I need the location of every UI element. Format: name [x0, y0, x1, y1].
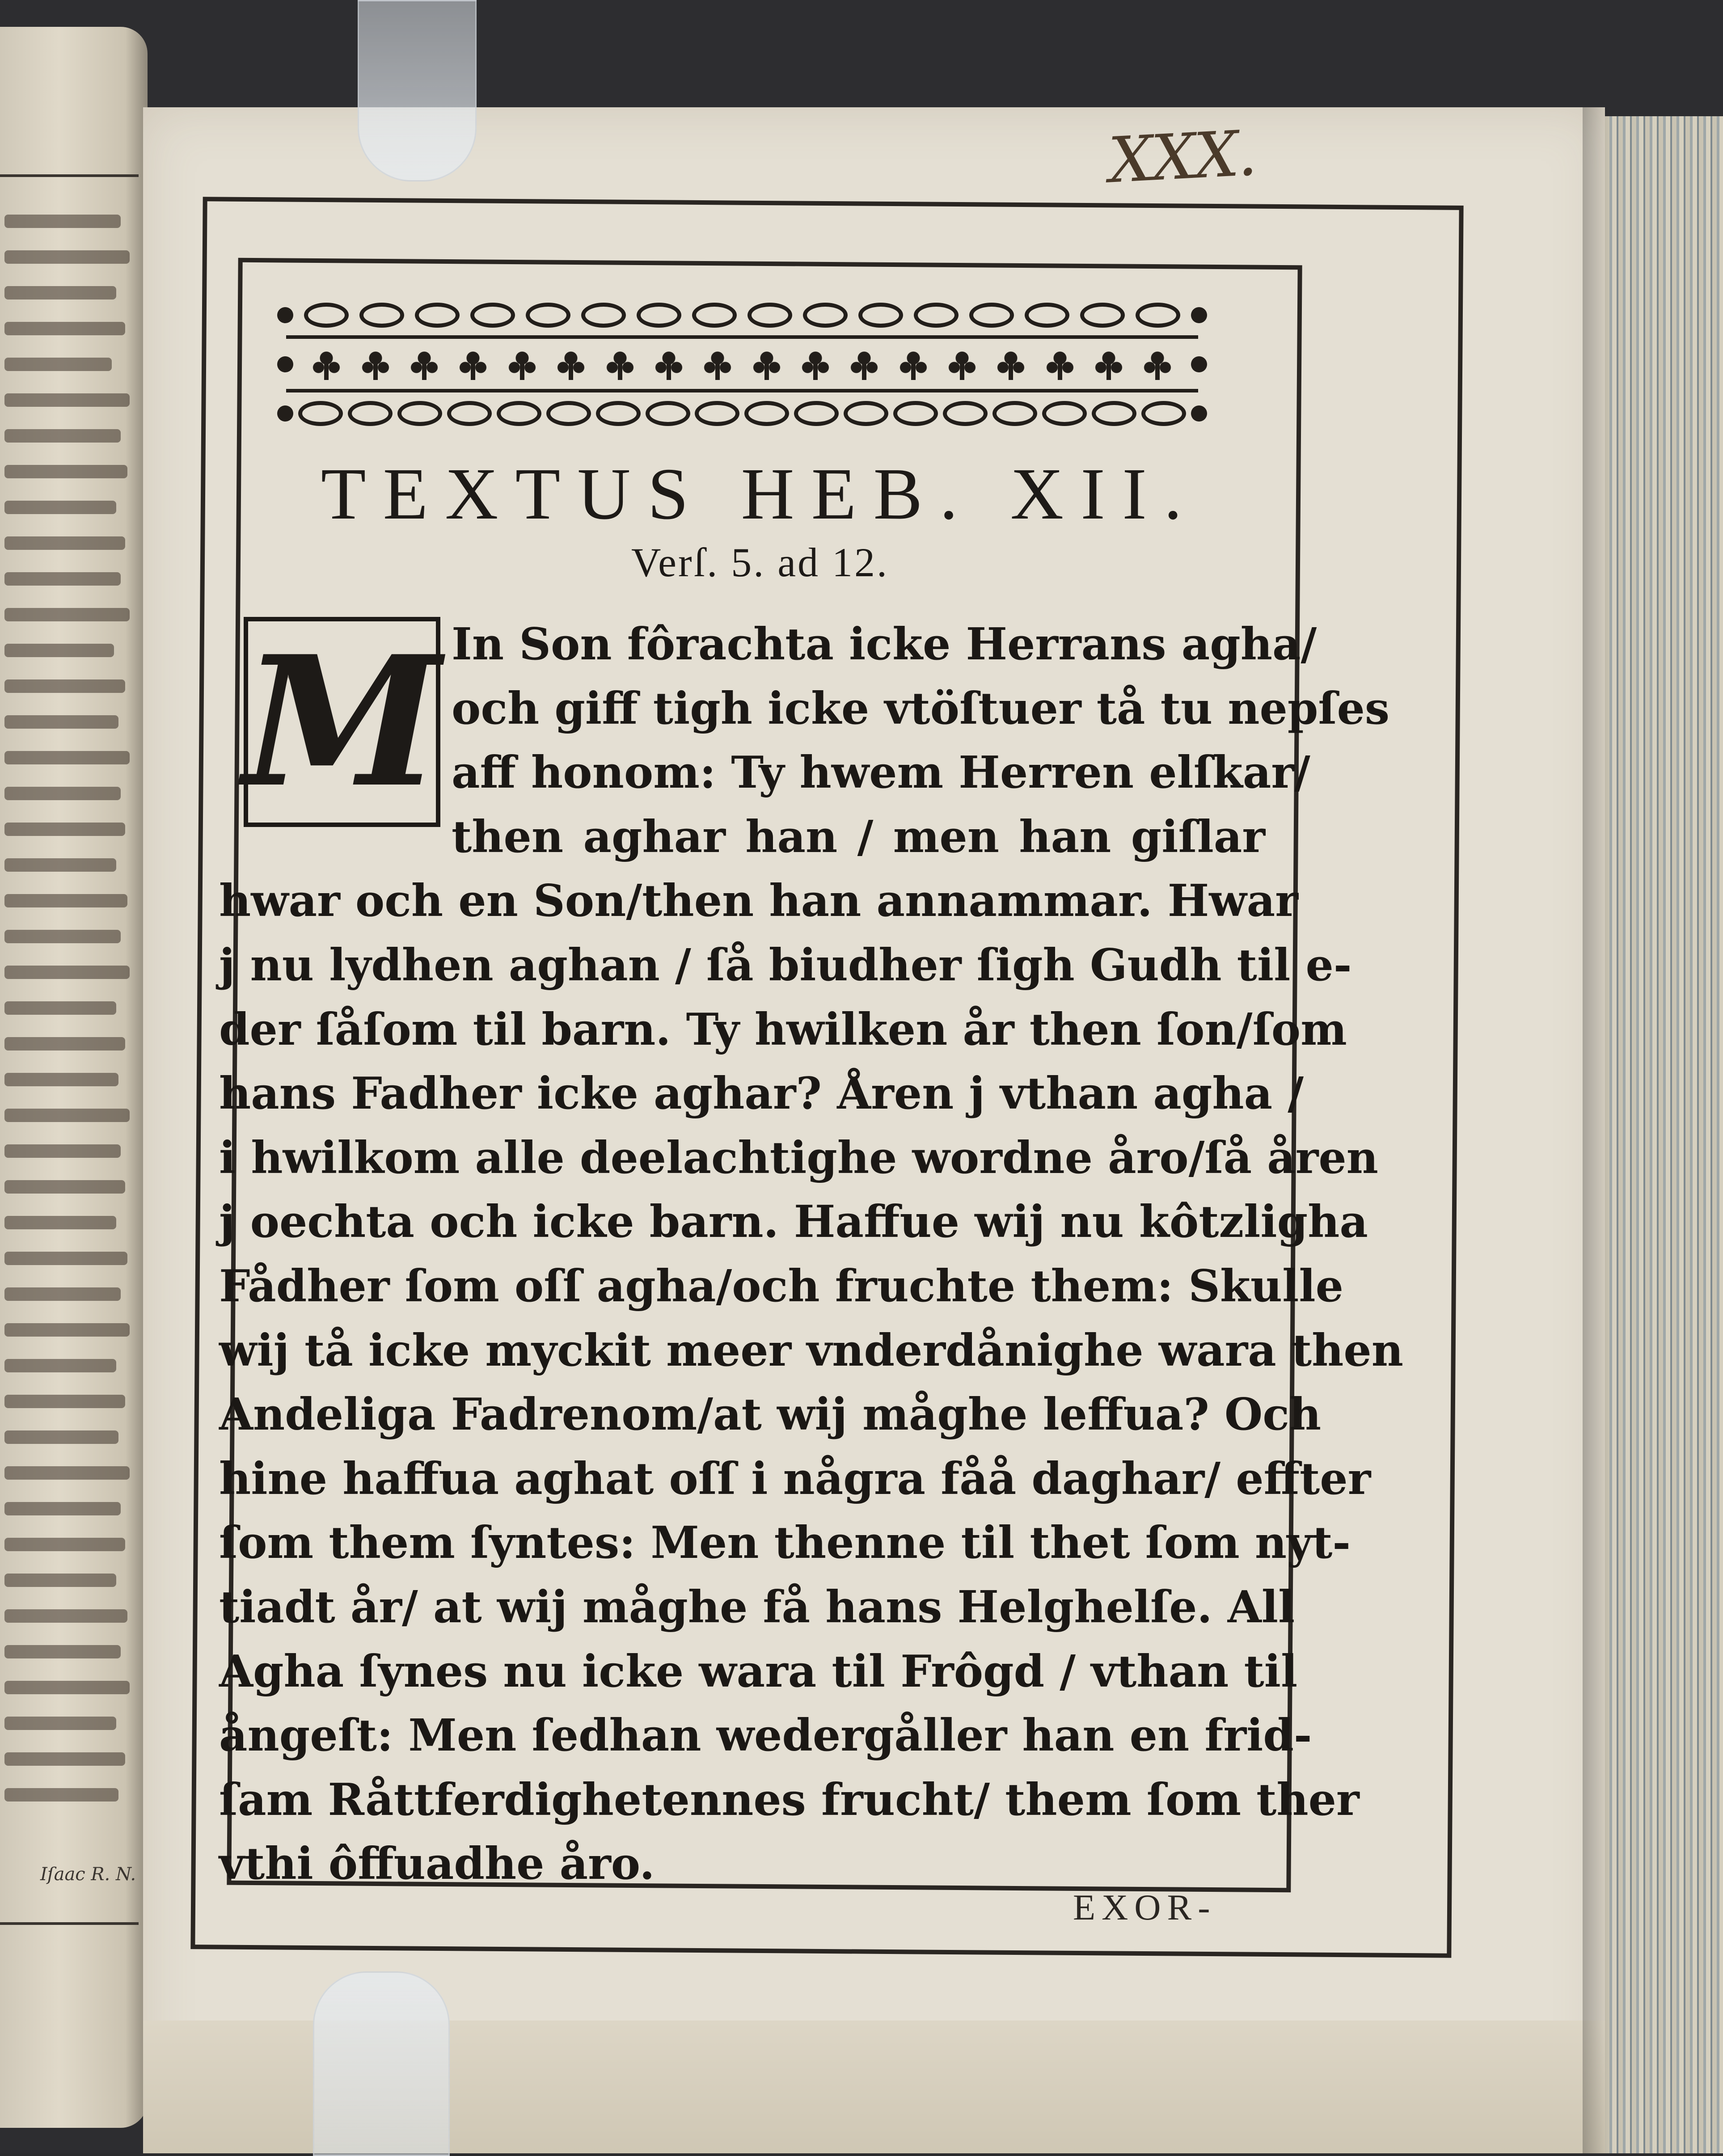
folio-mark: XXX.: [1106, 117, 1257, 198]
facing-page-left: [0, 27, 148, 2128]
text-line: tiadt år/ at wij måghe få hans Helghelſe. All: [219, 1581, 1295, 1633]
text-line: In Son fôrachta icke Herrans agha/: [452, 619, 1317, 670]
text-line: ſom them ſyntes: Men thenne til thet ſom nyt-: [219, 1517, 1351, 1569]
text-line: vthi ôffuadhe åro.: [219, 1838, 655, 1890]
text-line: wij tå icke myckit meer vnderdånighe wara then: [219, 1325, 1403, 1376]
text-line: i hwilkom alle deelachtighe wordne åro/ſå åren: [219, 1132, 1378, 1184]
book-clip-bottom: [313, 1971, 450, 2156]
ornament-band-chain: [277, 297, 1207, 333]
catchword: EXOR-: [1073, 1887, 1216, 1928]
page-edges: [1592, 116, 1723, 2153]
left-page-rule: [0, 1922, 139, 1925]
initial-letter: M: [243, 617, 441, 827]
book-clip-top: [358, 0, 477, 181]
text-line: j oechta och icke barn. Haffue wij nu kôtzligha: [219, 1196, 1368, 1248]
body-text: [219, 612, 1403, 1896]
text-line: Fådher ſom oſſ agha/och fruchte them: Skulle: [219, 1260, 1343, 1312]
text-line: hwar och en Son/then han annammar. Hwar: [219, 875, 1298, 927]
ornament-rule: [286, 389, 1198, 392]
text-line: och giff tigh icke vtöſtuer tå tu nepſes: [452, 683, 1390, 734]
page-title: TEXTUS HEB. XII.: [321, 453, 1199, 535]
text-line: aff honom: Ty hwem Herren elſkar/: [452, 747, 1310, 799]
text-line: ſam Råttferdighetennes frucht/ them ſom ther: [219, 1774, 1360, 1826]
verse-reference: Verſ. 5. ad 12.: [631, 540, 889, 585]
ornament-rule: [286, 335, 1198, 339]
text-line: Andeliga Fadrenom/at wij måghe leffua? Och: [219, 1389, 1322, 1441]
left-page-signature: Iſaac R. N.: [40, 1864, 136, 1885]
text-line: hine haffua aghat oſſ i några fåå daghar/ effter: [219, 1453, 1371, 1505]
page-edge-shadow: [1583, 107, 1609, 2153]
text-line: ångeſt: Men ſedhan wedergåller han en frid-: [219, 1710, 1312, 1762]
text-line: j nu lydhen aghan / ſå biudher ſigh Gudh til e-: [219, 939, 1352, 991]
text-line: then aghar han / men han giſlar: [452, 811, 1265, 863]
text-line: hans Fadher icke aghar? Åren j vthan agha /: [219, 1068, 1304, 1120]
ornament-band-fleurons: [277, 346, 1207, 382]
ornament-band-ovals: [277, 396, 1207, 431]
left-page-rule: [0, 174, 139, 177]
text-line: Agha ſynes nu icke wara til Frôgd / vthan til: [219, 1645, 1298, 1697]
text-line: der ſåſom til barn. Ty hwilken år then ſon/ſom: [219, 1004, 1347, 1055]
